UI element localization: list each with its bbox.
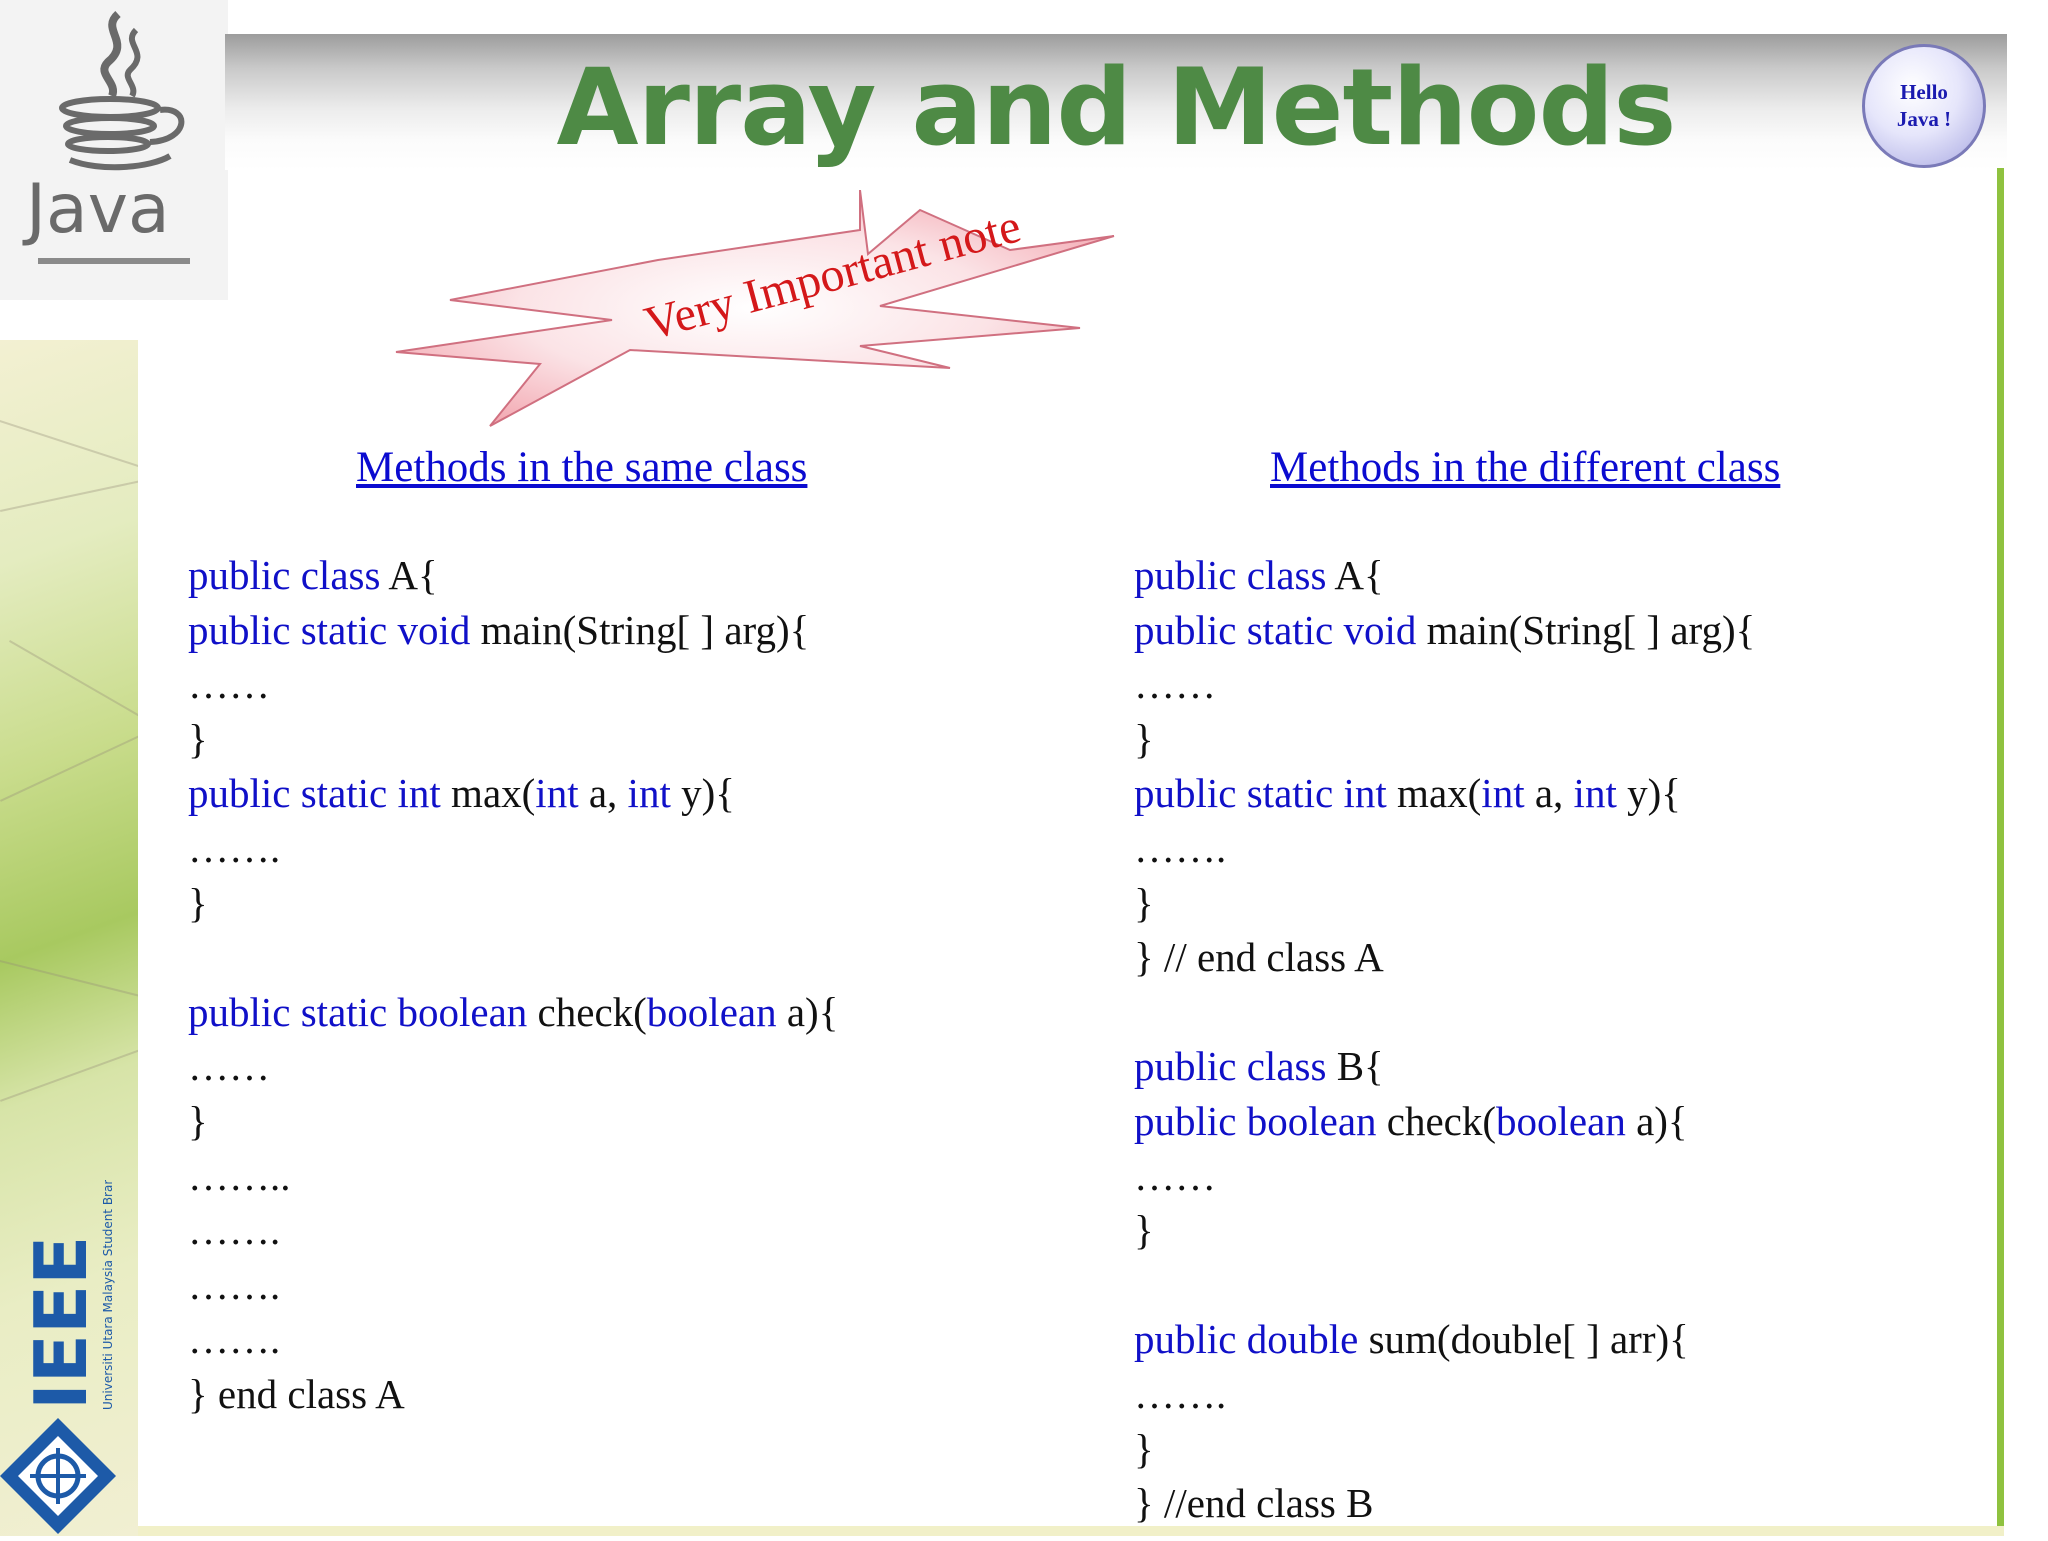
code-keyword: boolean — [646, 988, 787, 1035]
code-line — [1134, 1422, 1755, 1477]
code-line — [188, 1312, 838, 1367]
code-keyword: public static int — [1134, 770, 1398, 817]
code-line — [188, 766, 838, 821]
code-line — [1134, 1149, 1755, 1204]
code-line — [188, 930, 838, 985]
code-text: ……. — [188, 824, 281, 871]
code-line — [1134, 603, 1755, 658]
code-text: …….. — [188, 1152, 291, 1199]
code-text: } — [1134, 879, 1154, 926]
code-text: } end class A — [188, 1370, 405, 1417]
code-line — [1134, 930, 1755, 985]
code-text: } — [1134, 1425, 1154, 1472]
code-keyword: public static int — [188, 770, 452, 817]
code-text: } — [188, 1097, 208, 1144]
code-text: …… — [1134, 661, 1216, 708]
code-line — [188, 821, 838, 876]
code-keyword: public class — [1134, 1043, 1337, 1090]
code-text: ……. — [188, 1207, 281, 1254]
code-keyword: public static boolean — [188, 988, 538, 1035]
code-text: max( — [451, 770, 536, 817]
code-line — [1134, 876, 1755, 931]
code-line — [1134, 766, 1755, 821]
java-logo-text: Java — [26, 170, 170, 249]
hello-java-badge — [1862, 44, 1986, 168]
code-keyword: int — [535, 770, 589, 817]
code-line — [188, 985, 838, 1040]
ieee-logo — [0, 1180, 138, 1536]
code-text: a, — [1534, 770, 1574, 817]
code-text: main(String[ ] arg){ — [480, 606, 810, 653]
code-text: } — [1134, 715, 1154, 762]
code-text: y){ — [681, 770, 735, 817]
code-text: …… — [1134, 1152, 1216, 1199]
code-text: } //end class B — [1134, 1480, 1374, 1527]
code-text: ……. — [188, 1316, 281, 1363]
code-keyword: public double — [1134, 1316, 1369, 1363]
code-text: ……. — [188, 1261, 281, 1308]
code-line — [1134, 548, 1755, 603]
code-line — [188, 603, 838, 658]
code-text: A{ — [388, 552, 438, 598]
code-line — [188, 876, 838, 931]
code-line — [188, 1258, 838, 1313]
code-text: check( — [537, 988, 647, 1035]
code-keyword: int — [1573, 770, 1628, 817]
left-code-block — [188, 548, 838, 1422]
code-line — [1134, 657, 1755, 712]
code-line — [188, 1367, 838, 1422]
code-keyword: int — [1481, 770, 1535, 817]
code-text: ……. — [1134, 1370, 1227, 1417]
code-line — [1134, 821, 1755, 876]
code-text: B{ — [1336, 1043, 1384, 1090]
code-line — [188, 712, 838, 767]
right-column-header[interactable]: Methods in the different class — [1270, 444, 1781, 491]
slide-title: Array and Methods — [556, 46, 1676, 169]
ieee-branch-text: Universiti Utara Malaysia Student Branch — [101, 1180, 115, 1410]
code-keyword: boolean — [1496, 1097, 1637, 1144]
code-text: } — [188, 879, 208, 926]
code-text: …… — [188, 1043, 270, 1090]
code-text: a, — [588, 770, 628, 817]
code-text: main(String[ ] arg){ — [1426, 606, 1756, 653]
code-line — [188, 1149, 838, 1204]
java-logo — [0, 0, 228, 300]
important-note-burst — [390, 190, 1470, 430]
right-accent-rule — [1997, 168, 2004, 1536]
right-code-block — [1134, 548, 1755, 1531]
code-line — [1134, 712, 1755, 767]
code-text: ……. — [1134, 824, 1227, 871]
code-line — [1134, 1312, 1755, 1367]
code-text: check( — [1386, 1097, 1497, 1144]
code-line — [1134, 1476, 1755, 1531]
code-text: sum(double[ ] arr){ — [1368, 1316, 1689, 1363]
burst-text: Very Important note — [639, 199, 1027, 351]
code-text: } — [188, 715, 208, 762]
code-text: A{ — [1334, 552, 1384, 598]
code-text: y){ — [1627, 770, 1681, 817]
hello-java-text: Hello Java ! — [1896, 80, 1952, 131]
code-keyword: int — [627, 770, 682, 817]
code-text: a){ — [1636, 1097, 1688, 1144]
code-text: } — [1134, 1207, 1154, 1254]
code-keyword: public boolean — [1134, 1097, 1387, 1144]
code-keyword: public static void — [1134, 606, 1427, 653]
code-text: a){ — [786, 988, 839, 1035]
code-keyword: public class — [188, 552, 389, 598]
code-line — [188, 548, 838, 603]
left-column-header[interactable]: Methods in the same class — [356, 444, 808, 491]
code-text: …… — [188, 661, 270, 708]
code-line — [1134, 1094, 1755, 1149]
ieee-logo-text: IEEE — [19, 1235, 103, 1410]
code-text: } // end class A — [1134, 934, 1384, 981]
code-line — [1134, 1367, 1755, 1422]
code-line — [1134, 1039, 1755, 1094]
code-line — [1134, 1203, 1755, 1258]
code-keyword: public static void — [188, 606, 481, 653]
code-line — [188, 1039, 838, 1094]
code-line — [188, 657, 838, 712]
code-keyword: public class — [1134, 552, 1335, 598]
code-line — [188, 1094, 838, 1149]
code-line — [1134, 985, 1755, 1040]
code-line — [1134, 1258, 1755, 1313]
code-text: max( — [1397, 770, 1482, 817]
code-line — [188, 1203, 838, 1258]
